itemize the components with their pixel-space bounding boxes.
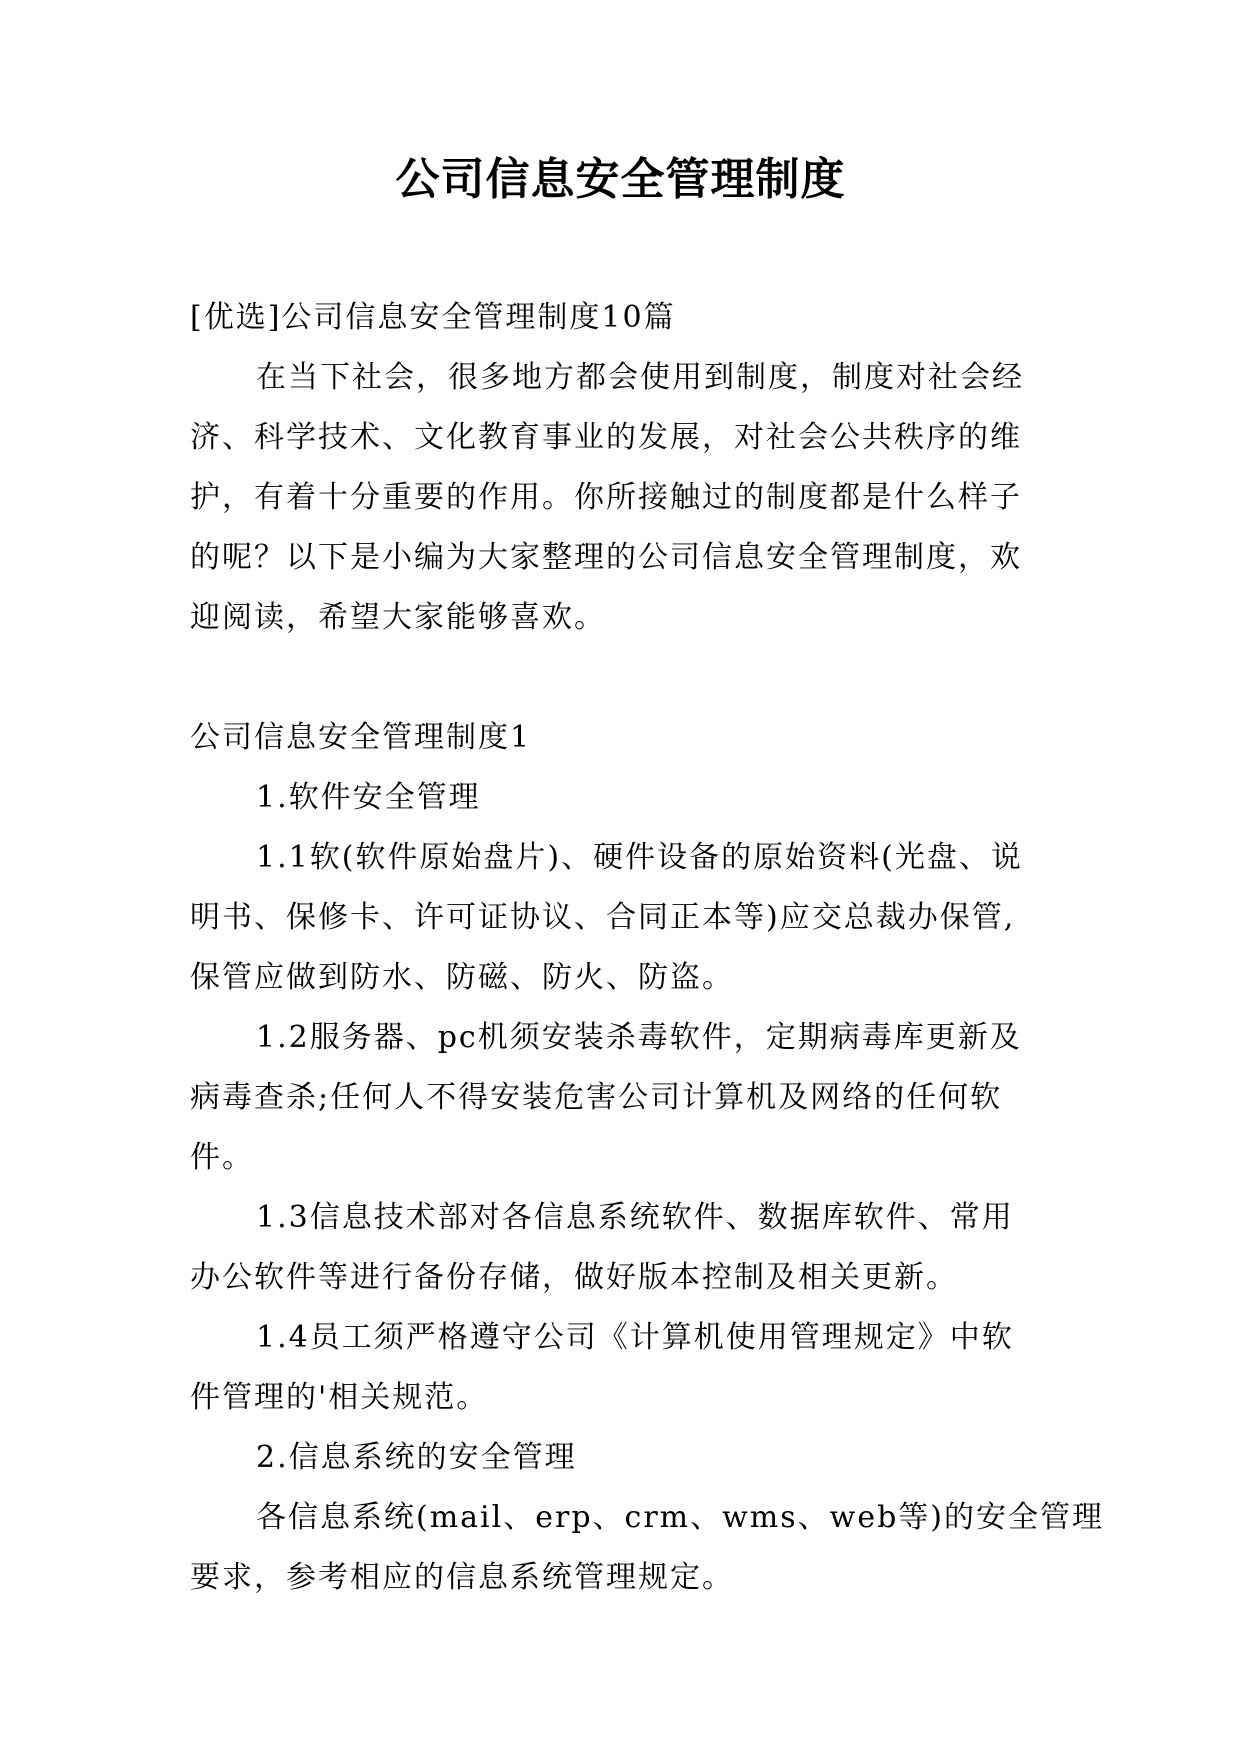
text-line: 公司信息安全管理制度1 (190, 720, 532, 755)
text-line: 2.信息系统的安全管理 (256, 1440, 577, 1475)
text-line: 迎阅读，希望大家能够喜欢。 (190, 600, 606, 635)
text-line: 1.1软(软件原始盘片)、硬件设备的原始资料(光盘、说 (256, 840, 1023, 875)
text-line: [优选]公司信息安全管理制度10篇 (190, 300, 676, 335)
text-line: 办公软件等进行备份存储，做好版本控制及相关更新。 (190, 1260, 958, 1295)
text-line: 各信息系统(mail、erp、crm、wms、web等)的安全管理 (256, 1500, 1104, 1535)
text-line: 的呢？以下是小编为大家整理的公司信息安全管理制度，欢 (190, 540, 1022, 575)
text-line: 件。 (190, 1140, 254, 1175)
paragraph-gap (190, 648, 1054, 708)
text-line: 济、科学技术、文化教育事业的发展，对社会公共秩序的维 (190, 420, 1022, 455)
text-line: 1.软件安全管理 (256, 780, 481, 815)
document-title: 公司信息安全管理制度 (395, 154, 846, 205)
document-body (190, 288, 1104, 1608)
text-line: 保管应做到防水、防磁、防火、防盗。 (190, 960, 734, 995)
text-line: 病毒查杀;任何人不得安装危害公司计算机及网络的任何软 (190, 1080, 1003, 1115)
text-line: 1.2服务器、pc机须安装杀毒软件，定期病毒库更新及 (256, 1020, 1022, 1055)
text-line: 件管理的'相关规范。 (190, 1380, 489, 1415)
text-line: 要求，参考相应的信息系统管理规定。 (190, 1560, 734, 1595)
text-line: 1.3信息技术部对各信息系统软件、数据库软件、常用 (256, 1200, 1014, 1235)
text-line: 明书、保修卡、许可证协议、合同正本等)应交总裁办保管, (190, 900, 1016, 935)
text-line: 1.4员工须严格遵守公司《计算机使用管理规定》中软 (256, 1320, 1014, 1355)
text-line: 护，有着十分重要的作用。你所接触过的制度都是什么样子 (190, 480, 1022, 515)
text-line: 在当下社会，很多地方都会使用到制度，制度对社会经 (256, 360, 1024, 395)
